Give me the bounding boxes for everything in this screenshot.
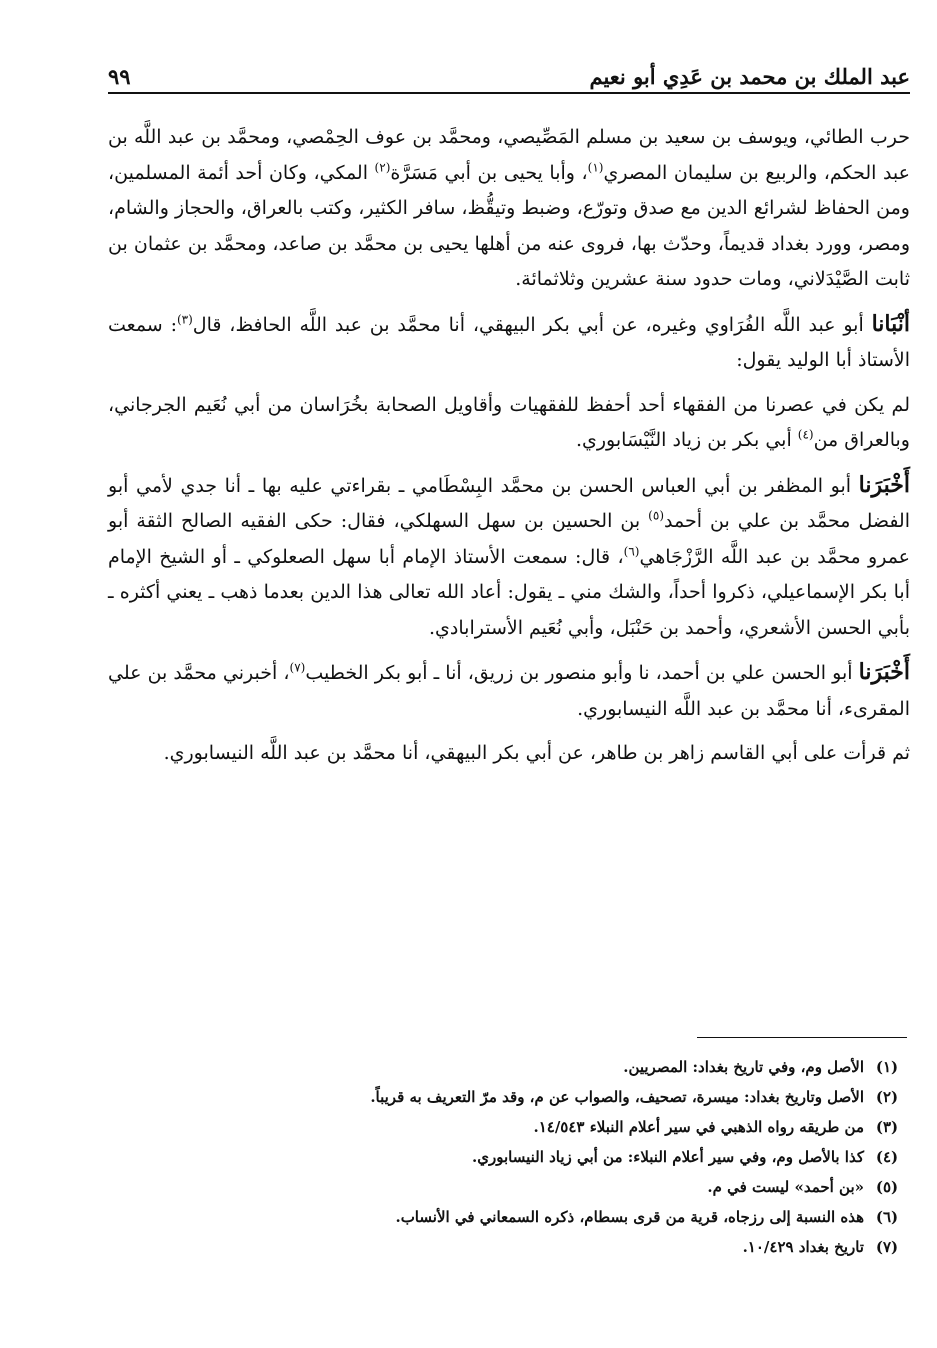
footnote-ref: (٧) (289, 660, 306, 675)
text-line: حَنْبَل، وأبي نُعَيم الأسترابادي. (429, 616, 654, 639)
text-line: بن الحسين بن سهل السهلكي، فقال: (340, 510, 649, 532)
footnote (150, 1142, 910, 1172)
footnote (150, 1202, 910, 1232)
text-line: لم يكن في عصرنا من الفقهاء أحد أحفظ للفقهيات وأقاويل الصحابة بخُرَاسان من أبي (233, 393, 910, 416)
text-line: أبو المظفر بن أبي العباس الحسن بن محمَّد البِسْطَامي ـ بقراءتي عليه بها ـ أنا (224, 474, 859, 497)
footnote-number: (١) (875, 1058, 899, 1076)
footnotes (150, 1052, 910, 1262)
page-number: ٩٩ (108, 64, 131, 89)
footnote-text: هذه النسبة إلى رزجاه، قرية من قرى بسطام، ذكره السمعاني في الأنساب. (395, 1208, 864, 1226)
footnote-text: كذا بالأصل وم، وفي سير أعلام النبلاء: من أبي زياد النيسابوري. (472, 1148, 864, 1166)
footnote-number: (٢) (875, 1088, 899, 1106)
footnote (150, 1232, 910, 1262)
footnote-number: (٥) (875, 1178, 899, 1196)
text-line: نُعَيم الجرجاني، وبالعراق من (108, 393, 910, 451)
text-line: ، قال: سمعت الأستاذ (453, 545, 624, 568)
text-line: الإمام أبا سهل الصعلوكي ـ أو الشيخ الإمام أبا بكر الإسماعيلي، ذكروا أحداً، والشك مني ـ (108, 545, 910, 603)
footnote-ref: (٦) (623, 544, 640, 559)
footnote-number: (٦) (875, 1208, 899, 1226)
text-line: النيسابوري. (163, 742, 255, 764)
text-line: الخطيب (305, 662, 369, 684)
footnote-text: من طريقه رواه الذهبي في سير أعلام النبلاء ١٤/٥٤٣. (533, 1118, 864, 1136)
text-line: مَسَرَّة (390, 161, 438, 184)
paragraph-1 (108, 120, 910, 298)
text-line: وضبط وتيقُّظ، سافر الكثير، وكتب بالعراق، والحجاز والشام، ومصر، وورد بغداد قديماً، (108, 197, 910, 255)
paragraph-3 (108, 388, 910, 459)
lead-word: أنْبَانا (871, 310, 910, 337)
text-line: : سمعت الأستاذ أبا الوليد يقول: (108, 313, 910, 371)
paragraph-2 (108, 307, 910, 379)
footnote-number: (٣) (875, 1118, 899, 1136)
text-line: الصَّيْدَلاني، ومات حدود سنة عشرين وثلاثمائة. (515, 268, 869, 290)
footnote (150, 1172, 910, 1202)
footnote (150, 1082, 910, 1112)
text-line: وحدّث بها، فروى عنه من أهلها يحيى بن محمَّد بن صاعد، ومحمَّد بن عثمان بن ثابت (108, 232, 910, 290)
paragraph-6 (108, 736, 910, 772)
text-line: ، وأبا يحيى بن أبي (444, 161, 588, 184)
text-line: ومحمَّد بن عبد اللَّه بن عبد الحكم، والربيع بن سليمان المصري (108, 126, 910, 184)
footnote-ref: (٥) (648, 508, 664, 523)
running-header (108, 56, 910, 94)
text-line: أبو الحسن علي بن أحمد، نا وأبو منصور بن زريق، أنا ـ أبو بكر (374, 662, 859, 684)
footnote-number: (٤) (875, 1148, 899, 1166)
text-line: المكي، وكان أحد أئمة المسلمين، ومن الحفاظ لشرائع الدين مع صدق وتورّع، (108, 161, 910, 219)
main-text (108, 120, 910, 772)
footnote-ref: (٣) (176, 312, 193, 327)
running-title: عبد الملك بن محمد بن عَدِي أبو نعيم (589, 64, 910, 89)
text-line: حرب الطائي، ويوسف بن سعيد بن مسلم المَصِّيصي، ومحمَّد بن عوف الحِمْصي، (286, 126, 910, 148)
text-line: أبو عبد اللَّه الفُرَاوي وغيره، عن أبي بكر البيهقي، أنا محمَّد بن عبد اللَّه (299, 313, 872, 336)
footnote (150, 1052, 910, 1082)
footnote (150, 1112, 910, 1142)
text-line: جدي لأمي أبو الفضل محمَّد بن علي بن أحمد (108, 474, 910, 532)
footnote-ref: (١) (587, 160, 604, 175)
footnote-text: الأصل وم، وفي تاريخ بغداد: المصريين. (623, 1058, 864, 1076)
footnote-text: الأصل وتاريخ بغداد: ميسرة، تصحيف، والصواب عن م، وقد مرّ التعريف به قريباً. (370, 1088, 864, 1106)
paragraph-5 (108, 655, 910, 727)
lead-word: أَخْبَرَنا (858, 659, 910, 685)
footnote-divider (697, 1037, 907, 1038)
footnote-number: (٧) (875, 1238, 899, 1256)
paragraph-4 (108, 468, 910, 647)
footnote-text: تاريخ بغداد ١٠/٤٢٩. (742, 1238, 864, 1256)
text-line: حكى الفقيه الصالح الثقة أبو عمرو محمَّد بن عبد اللَّه الرَّزْجَاهي (108, 510, 911, 568)
text-line: الحافظ، قال (192, 313, 292, 336)
lead-word: أَخْبَرَنا (858, 471, 910, 498)
text-line: يقول: أعاد الله تعالى هذا الدين بعدما ذهب ـ يعني أكثره ـ بأبي الحسن الأشعري، وأحمد بن (108, 581, 910, 639)
footnote-ref: (٢) (374, 160, 391, 175)
footnote-ref: (٤) (797, 427, 814, 442)
text-line: ، أخبرني محمَّد بن علي المقرىء، أنا محمَّد بن عبد اللَّه النيسابوري. (108, 662, 910, 720)
text-line: ثم قرأت على أبي القاسم زاهر بن طاهر، عن أبي بكر البيهقي، أنا محمَّد بن عبد اللَّه (260, 742, 910, 764)
text-line: أبي بكر بن زياد النَّيْسَابوري. (575, 429, 798, 451)
footnote-text: «بن أحمد» ليست في م. (707, 1178, 864, 1196)
